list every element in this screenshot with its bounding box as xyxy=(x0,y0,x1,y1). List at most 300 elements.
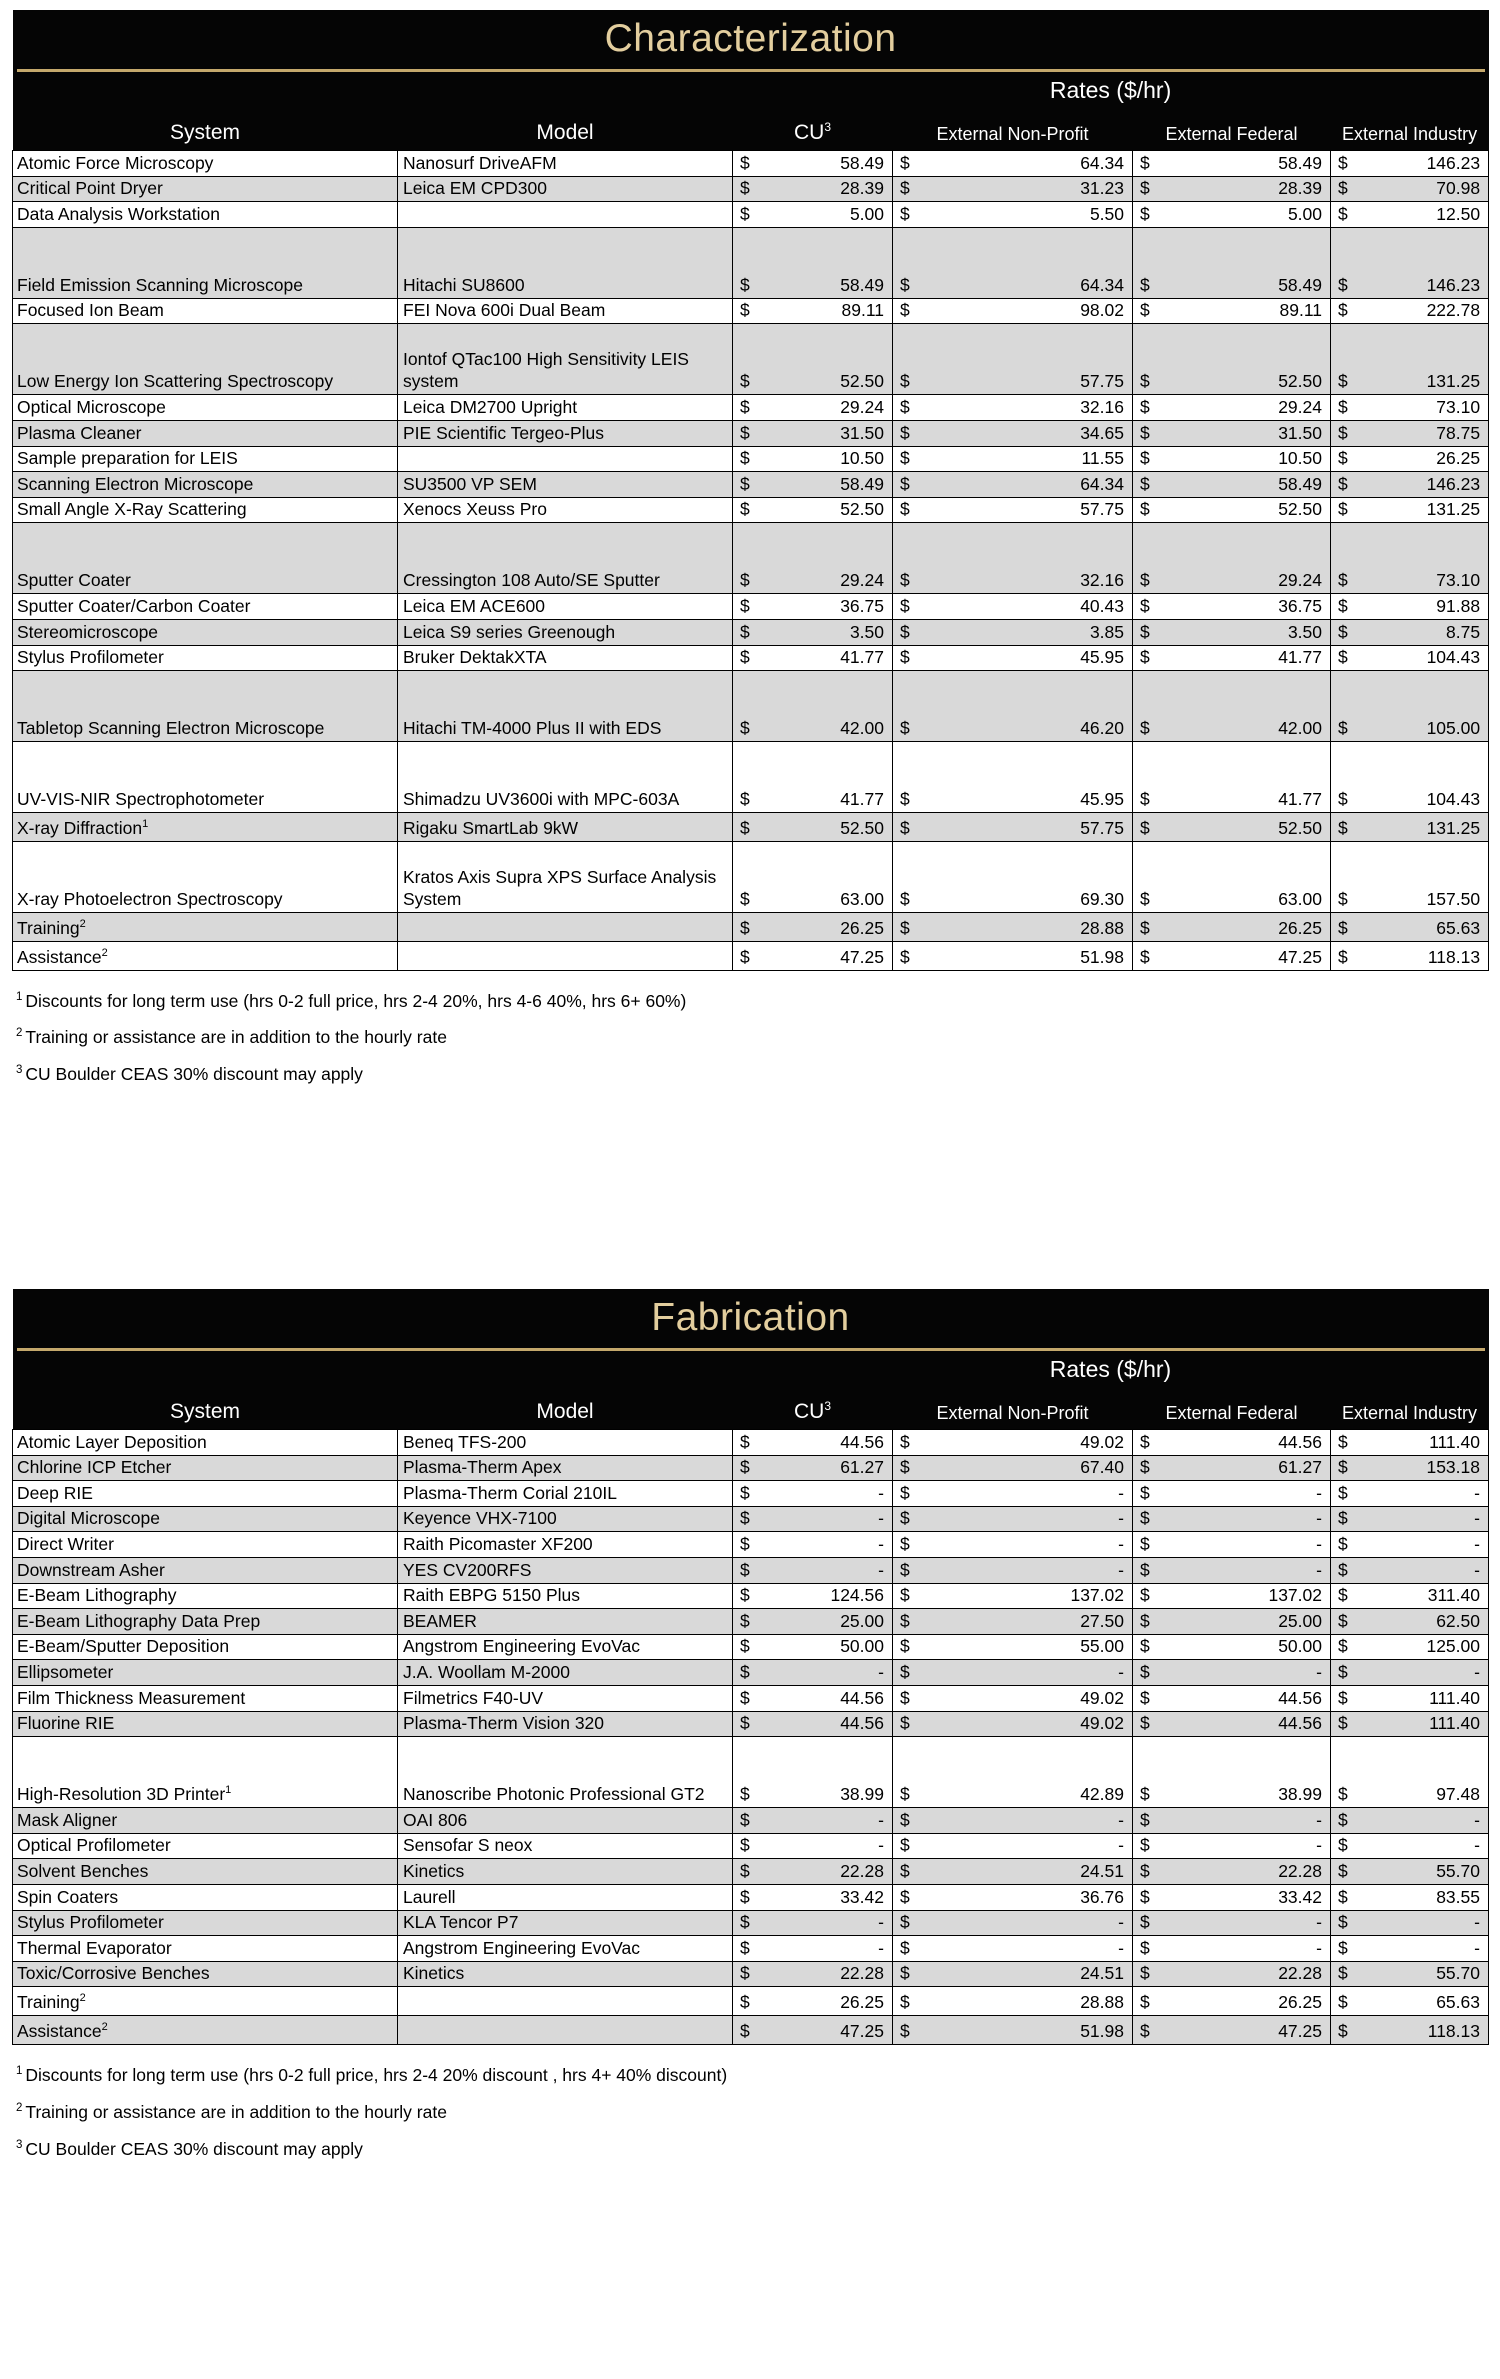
cell-external-federal: 38.99 xyxy=(1169,1737,1331,1808)
cell-external-federal: - xyxy=(1169,1481,1331,1507)
cell-external-federal: 89.11 xyxy=(1169,298,1331,324)
cell-cu: - xyxy=(769,1936,893,1962)
table-row xyxy=(13,2016,1489,2045)
cell-system: Stereomicroscope xyxy=(13,619,398,645)
cell-external-industry-currency: $ xyxy=(1331,1583,1367,1609)
cell-model xyxy=(398,2016,733,2045)
cell-external-industry-currency: $ xyxy=(1331,1961,1367,1987)
cell-external-non-profit-currency: $ xyxy=(893,1609,929,1635)
cell-model: Kinetics xyxy=(398,1859,733,1885)
table-row xyxy=(13,227,1489,298)
cell-external-industry: 65.63 xyxy=(1367,1987,1489,2016)
cell-external-industry: 83.55 xyxy=(1367,1884,1489,1910)
cell-cu: 47.25 xyxy=(769,2016,893,2045)
cell-external-non-profit: 64.34 xyxy=(929,227,1133,298)
cell-external-federal: 22.28 xyxy=(1169,1859,1331,1885)
cell-cu: 89.11 xyxy=(769,298,893,324)
cell-external-federal: 44.56 xyxy=(1169,1430,1331,1456)
table-row xyxy=(13,1430,1489,1456)
cell-model: Hitachi TM-4000 Plus II with EDS xyxy=(398,671,733,742)
cell-system: Ellipsometer xyxy=(13,1660,398,1686)
cell-system: Direct Writer xyxy=(13,1532,398,1558)
cell-external-federal-currency: $ xyxy=(1133,202,1169,228)
cell-external-federal: 41.77 xyxy=(1169,742,1331,813)
cell-external-federal-currency: $ xyxy=(1133,1532,1169,1558)
table-row xyxy=(13,1455,1489,1481)
cell-external-federal: 3.50 xyxy=(1169,619,1331,645)
table-row xyxy=(13,472,1489,498)
cell-external-industry: 97.48 xyxy=(1367,1737,1489,1808)
cell-cu-currency: $ xyxy=(733,1685,769,1711)
cell-external-non-profit-currency: $ xyxy=(893,395,929,421)
cell-cu: 22.28 xyxy=(769,1961,893,1987)
cell-external-industry: 157.50 xyxy=(1367,841,1489,912)
cell-cu-currency: $ xyxy=(733,1910,769,1936)
cell-cu-currency: $ xyxy=(733,472,769,498)
cell-external-industry: 104.43 xyxy=(1367,645,1489,671)
cell-model: Shimadzu UV3600i with MPC-603A xyxy=(398,742,733,813)
cell-external-industry: 111.40 xyxy=(1367,1711,1489,1737)
cell-system: Chlorine ICP Etcher xyxy=(13,1455,398,1481)
cell-cu-currency: $ xyxy=(733,176,769,202)
table-row xyxy=(13,645,1489,671)
cell-external-industry-currency: $ xyxy=(1331,1557,1367,1583)
cell-cu-currency: $ xyxy=(733,298,769,324)
cell-external-federal: 28.39 xyxy=(1169,176,1331,202)
cell-external-non-profit-currency: $ xyxy=(893,742,929,813)
cell-external-federal-currency: $ xyxy=(1133,619,1169,645)
cell-external-non-profit: 55.00 xyxy=(929,1634,1133,1660)
cell-external-federal: - xyxy=(1169,1506,1331,1532)
cell-cu-currency: $ xyxy=(733,912,769,941)
cell-model: PIE Scientific Tergeo-Plus xyxy=(398,420,733,446)
cell-model: Nanosurf DriveAFM xyxy=(398,151,733,177)
cell-cu: 10.50 xyxy=(769,446,893,472)
cell-external-industry: 8.75 xyxy=(1367,619,1489,645)
cell-external-non-profit: 31.23 xyxy=(929,176,1133,202)
cell-cu: - xyxy=(769,1808,893,1834)
cell-external-industry-currency: $ xyxy=(1331,1833,1367,1859)
cell-external-federal-currency: $ xyxy=(1133,1430,1169,1456)
table-row xyxy=(13,1660,1489,1686)
table-row xyxy=(13,594,1489,620)
cell-cu-currency: $ xyxy=(733,813,769,842)
cell-external-federal-currency: $ xyxy=(1133,1808,1169,1834)
cell-external-industry-currency: $ xyxy=(1331,446,1367,472)
cell-external-non-profit: 40.43 xyxy=(929,594,1133,620)
table-row xyxy=(13,202,1489,228)
cell-external-non-profit-currency: $ xyxy=(893,841,929,912)
cell-cu-currency: $ xyxy=(733,420,769,446)
cell-cu: 22.28 xyxy=(769,1859,893,1885)
cell-model: Sensofar S neox xyxy=(398,1833,733,1859)
cell-system: Focused Ion Beam xyxy=(13,298,398,324)
cell-system: E-Beam/Sputter Deposition xyxy=(13,1634,398,1660)
cell-cu-currency: $ xyxy=(733,619,769,645)
cell-external-industry-currency: $ xyxy=(1331,202,1367,228)
cell-model: Angstrom Engineering EvoVac xyxy=(398,1936,733,1962)
cell-external-non-profit-currency: $ xyxy=(893,1481,929,1507)
cell-cu: 124.56 xyxy=(769,1583,893,1609)
cell-external-federal-currency: $ xyxy=(1133,813,1169,842)
cell-cu: 29.24 xyxy=(769,395,893,421)
cell-external-non-profit-currency: $ xyxy=(893,2016,929,2045)
cell-external-non-profit-currency: $ xyxy=(893,1455,929,1481)
cell-cu-currency: $ xyxy=(733,2016,769,2045)
footnote-marker: 1 xyxy=(225,1784,232,1797)
cell-external-industry: 118.13 xyxy=(1367,941,1489,970)
footnote-marker: 2 xyxy=(101,946,108,959)
cell-external-industry: - xyxy=(1367,1808,1489,1834)
footnote-marker: 2 xyxy=(79,917,86,930)
cell-model xyxy=(398,941,733,970)
table-row xyxy=(13,742,1489,813)
cell-external-non-profit-currency: $ xyxy=(893,1711,929,1737)
cell-external-non-profit: - xyxy=(929,1557,1133,1583)
cell-system: Mask Aligner xyxy=(13,1808,398,1834)
cell-cu: 61.27 xyxy=(769,1455,893,1481)
cell-external-industry-currency: $ xyxy=(1331,912,1367,941)
cell-external-industry: - xyxy=(1367,1506,1489,1532)
cell-cu-currency: $ xyxy=(733,1833,769,1859)
cell-external-industry-currency: $ xyxy=(1331,176,1367,202)
cell-external-federal: 29.24 xyxy=(1169,523,1331,594)
cell-external-non-profit: 64.34 xyxy=(929,151,1133,177)
table-row xyxy=(13,619,1489,645)
table-row xyxy=(13,1833,1489,1859)
cell-external-non-profit-currency: $ xyxy=(893,1833,929,1859)
cell-external-non-profit-currency: $ xyxy=(893,497,929,523)
cell-external-federal: 44.56 xyxy=(1169,1685,1331,1711)
cell-external-federal: 33.42 xyxy=(1169,1884,1331,1910)
cell-external-non-profit: 24.51 xyxy=(929,1859,1133,1885)
cell-external-industry-currency: $ xyxy=(1331,395,1367,421)
cell-system: Stylus Profilometer xyxy=(13,1910,398,1936)
cell-cu-currency: $ xyxy=(733,1430,769,1456)
cell-cu: - xyxy=(769,1506,893,1532)
table-row xyxy=(13,1884,1489,1910)
cell-external-non-profit-currency: $ xyxy=(893,1430,929,1456)
cell-cu: 63.00 xyxy=(769,841,893,912)
cell-model: Beneq TFS-200 xyxy=(398,1430,733,1456)
cell-external-non-profit-currency: $ xyxy=(893,645,929,671)
cell-model: OAI 806 xyxy=(398,1808,733,1834)
cell-system: Optical Profilometer xyxy=(13,1833,398,1859)
cell-system: Sample preparation for LEIS xyxy=(13,446,398,472)
cell-external-industry: 78.75 xyxy=(1367,420,1489,446)
footnote: $^3$ CU Boulder CEAS 30% discount may apply xyxy=(16,2138,363,2159)
cell-cu-currency: $ xyxy=(733,1634,769,1660)
cell-model xyxy=(398,202,733,228)
cell-external-industry-currency: $ xyxy=(1331,1609,1367,1635)
section-title: Fabrication xyxy=(651,1296,850,1339)
cell-system: Atomic Force Microscopy xyxy=(13,151,398,177)
cell-external-federal-currency: $ xyxy=(1133,1859,1169,1885)
cell-external-non-profit: 137.02 xyxy=(929,1583,1133,1609)
table-row xyxy=(13,298,1489,324)
cell-model: Rigaku SmartLab 9kW xyxy=(398,813,733,842)
cell-cu: 41.77 xyxy=(769,645,893,671)
cell-external-industry-currency: $ xyxy=(1331,2016,1367,2045)
cell-external-industry-currency: $ xyxy=(1331,813,1367,842)
cell-external-non-profit: 34.65 xyxy=(929,420,1133,446)
cell-external-industry-currency: $ xyxy=(1331,941,1367,970)
table-row xyxy=(13,420,1489,446)
cell-cu: 52.50 xyxy=(769,497,893,523)
cell-external-non-profit: 98.02 xyxy=(929,298,1133,324)
cell-external-federal-currency: $ xyxy=(1133,594,1169,620)
cell-external-federal-currency: $ xyxy=(1133,1833,1169,1859)
footnotes-characterization xyxy=(12,985,1488,1087)
cell-cu-currency: $ xyxy=(733,645,769,671)
cell-external-non-profit-currency: $ xyxy=(893,1961,929,1987)
cell-system: Small Angle X-Ray Scattering xyxy=(13,497,398,523)
cell-external-non-profit: 11.55 xyxy=(929,446,1133,472)
cell-external-federal: - xyxy=(1169,1936,1331,1962)
cell-external-non-profit-currency: $ xyxy=(893,619,929,645)
cell-external-federal: - xyxy=(1169,1910,1331,1936)
cell-external-non-profit: - xyxy=(929,1532,1133,1558)
cell-system: Film Thickness Measurement xyxy=(13,1685,398,1711)
cell-model: Hitachi SU8600 xyxy=(398,227,733,298)
cell-external-non-profit: 51.98 xyxy=(929,2016,1133,2045)
cell-model: Cressington 108 Auto/SE Sputter xyxy=(398,523,733,594)
cell-cu: 36.75 xyxy=(769,594,893,620)
cell-external-federal: 10.50 xyxy=(1169,446,1331,472)
rates-spacer xyxy=(13,73,733,107)
footnote-marker: 1 xyxy=(142,818,149,831)
cell-external-non-profit-currency: $ xyxy=(893,1737,929,1808)
rates-table-characterization xyxy=(12,10,1489,971)
cell-external-federal-currency: $ xyxy=(1133,1609,1169,1635)
cell-external-federal-currency: $ xyxy=(1133,1987,1169,2016)
cell-external-industry: - xyxy=(1367,1936,1489,1962)
cell-cu-currency: $ xyxy=(733,1987,769,2016)
table-row xyxy=(13,1711,1489,1737)
cell-external-industry-currency: $ xyxy=(1331,671,1367,742)
cell-system: Plasma Cleaner xyxy=(13,420,398,446)
cell-external-non-profit-currency: $ xyxy=(893,1583,929,1609)
cell-cu: 26.25 xyxy=(769,912,893,941)
cell-system: Assistance$^2$ xyxy=(13,941,398,970)
cell-external-federal-currency: $ xyxy=(1133,1685,1169,1711)
cell-external-industry-currency: $ xyxy=(1331,151,1367,177)
cell-system: Tabletop Scanning Electron Microscope xyxy=(13,671,398,742)
cell-external-federal-currency: $ xyxy=(1133,176,1169,202)
table-row xyxy=(13,1910,1489,1936)
cell-cu: - xyxy=(769,1910,893,1936)
cell-external-federal-currency: $ xyxy=(1133,298,1169,324)
cell-external-federal-currency: $ xyxy=(1133,1583,1169,1609)
cell-cu-currency: $ xyxy=(733,841,769,912)
footnote: $^2$ Training or assistance are in addition to the hourly rate xyxy=(16,1027,447,1048)
cell-cu: 26.25 xyxy=(769,1987,893,2016)
footnote-number: 2 xyxy=(16,1027,23,1040)
cell-cu: 58.49 xyxy=(769,472,893,498)
cell-external-federal-currency: $ xyxy=(1133,1660,1169,1686)
cell-external-industry-currency: $ xyxy=(1331,324,1367,395)
cell-system: Spin Coaters xyxy=(13,1884,398,1910)
cell-model: Leica S9 series Greenough xyxy=(398,619,733,645)
cell-external-industry: 73.10 xyxy=(1367,395,1489,421)
cell-external-industry: 146.23 xyxy=(1367,472,1489,498)
cell-cu-currency: $ xyxy=(733,1961,769,1987)
cell-external-federal: 50.00 xyxy=(1169,1634,1331,1660)
cell-external-federal-currency: $ xyxy=(1133,1455,1169,1481)
rates-table-fabrication xyxy=(12,1289,1489,2045)
column-header-external-industry: External Industry xyxy=(1331,107,1489,151)
cell-external-non-profit: 28.88 xyxy=(929,912,1133,941)
section-fabrication xyxy=(12,1289,1488,2169)
cell-system: Low Energy Ion Scattering Spectroscopy xyxy=(13,324,398,395)
cell-external-industry: 311.40 xyxy=(1367,1583,1489,1609)
cell-system: Assistance$^2$ xyxy=(13,2016,398,2045)
footnote-marker: 2 xyxy=(79,1992,86,2005)
cell-external-non-profit-currency: $ xyxy=(893,1859,929,1885)
cell-external-federal: 47.25 xyxy=(1169,2016,1331,2045)
cell-model: Leica EM CPD300 xyxy=(398,176,733,202)
cell-external-industry-currency: $ xyxy=(1331,298,1367,324)
cell-cu-currency: $ xyxy=(733,1884,769,1910)
section-banner xyxy=(13,10,1489,68)
cell-external-federal-currency: $ xyxy=(1133,446,1169,472)
cell-external-non-profit-currency: $ xyxy=(893,813,929,842)
cell-external-non-profit: - xyxy=(929,1660,1133,1686)
cell-external-industry: - xyxy=(1367,1910,1489,1936)
cell-external-industry: 153.18 xyxy=(1367,1455,1489,1481)
cell-cu-currency: $ xyxy=(733,523,769,594)
cell-external-non-profit-currency: $ xyxy=(893,1808,929,1834)
cell-cu: 58.49 xyxy=(769,151,893,177)
table-row xyxy=(13,1859,1489,1885)
cell-external-industry: 146.23 xyxy=(1367,151,1489,177)
cell-external-federal: - xyxy=(1169,1532,1331,1558)
cell-external-industry-currency: $ xyxy=(1331,1506,1367,1532)
cell-external-federal-currency: $ xyxy=(1133,227,1169,298)
cell-external-industry-currency: $ xyxy=(1331,472,1367,498)
cell-system: Digital Microscope xyxy=(13,1506,398,1532)
cell-cu-currency: $ xyxy=(733,202,769,228)
cell-external-federal: 58.49 xyxy=(1169,151,1331,177)
cell-external-non-profit: - xyxy=(929,1910,1133,1936)
cell-model xyxy=(398,446,733,472)
cell-cu: - xyxy=(769,1557,893,1583)
cell-external-industry: 55.70 xyxy=(1367,1961,1489,1987)
cell-external-industry-currency: $ xyxy=(1331,1685,1367,1711)
cell-cu-currency: $ xyxy=(733,1481,769,1507)
cell-system: X-ray Diffraction$^1$ xyxy=(13,813,398,842)
column-header-model: Model xyxy=(398,107,733,151)
cu-footnote-marker: 3 xyxy=(824,1399,832,1413)
cell-external-non-profit: - xyxy=(929,1833,1133,1859)
cell-model: Leica DM2700 Upright xyxy=(398,395,733,421)
cell-external-industry: 62.50 xyxy=(1367,1609,1489,1635)
cell-cu-currency: $ xyxy=(733,395,769,421)
cell-external-federal: 58.49 xyxy=(1169,227,1331,298)
cell-system: Deep RIE xyxy=(13,1481,398,1507)
cell-external-industry-currency: $ xyxy=(1331,227,1367,298)
cell-cu: 31.50 xyxy=(769,420,893,446)
cell-external-federal: - xyxy=(1169,1833,1331,1859)
cell-external-non-profit: - xyxy=(929,1808,1133,1834)
cell-external-non-profit-currency: $ xyxy=(893,594,929,620)
column-header-row xyxy=(13,107,1489,151)
table-row xyxy=(13,1987,1489,2016)
cell-external-non-profit-currency: $ xyxy=(893,1532,929,1558)
cell-cu-currency: $ xyxy=(733,1583,769,1609)
footnote: $^1$ Discounts for long term use (hrs 0-2 full price, hrs 2-4 20%, hrs 4-6 40%, hrs 6+ 60%) xyxy=(16,990,687,1011)
cell-external-federal-currency: $ xyxy=(1133,1711,1169,1737)
table-row xyxy=(13,1481,1489,1507)
cell-external-federal-currency: $ xyxy=(1133,523,1169,594)
table-row xyxy=(13,523,1489,594)
section-title: Characterization xyxy=(604,17,897,60)
cell-external-industry-currency: $ xyxy=(1331,1455,1367,1481)
cell-system: Sputter Coater/Carbon Coater xyxy=(13,594,398,620)
cell-external-federal: - xyxy=(1169,1660,1331,1686)
cell-external-non-profit-currency: $ xyxy=(893,523,929,594)
column-header-system: System xyxy=(13,1386,398,1430)
cell-external-federal-currency: $ xyxy=(1133,1737,1169,1808)
table-row xyxy=(13,813,1489,842)
cell-system: Toxic/Corrosive Benches xyxy=(13,1961,398,1987)
cell-external-non-profit-currency: $ xyxy=(893,1634,929,1660)
cell-system: Critical Point Dryer xyxy=(13,176,398,202)
cell-cu-currency: $ xyxy=(733,1859,769,1885)
table-row xyxy=(13,395,1489,421)
cell-external-industry: 111.40 xyxy=(1367,1430,1489,1456)
cell-external-non-profit: 36.76 xyxy=(929,1884,1133,1910)
cell-external-federal-currency: $ xyxy=(1133,742,1169,813)
cell-external-federal: 36.75 xyxy=(1169,594,1331,620)
cell-cu: 42.00 xyxy=(769,671,893,742)
cell-external-federal-currency: $ xyxy=(1133,1481,1169,1507)
cell-cu-currency: $ xyxy=(733,941,769,970)
cell-external-industry: 12.50 xyxy=(1367,202,1489,228)
cell-external-federal-currency: $ xyxy=(1133,645,1169,671)
cell-external-non-profit: 45.95 xyxy=(929,645,1133,671)
column-header-row xyxy=(13,1386,1489,1430)
section-characterization xyxy=(12,10,1488,1095)
table-row xyxy=(13,176,1489,202)
cell-external-industry: - xyxy=(1367,1660,1489,1686)
cell-external-federal-currency: $ xyxy=(1133,324,1169,395)
cell-cu-currency: $ xyxy=(733,1660,769,1686)
column-header-model: Model xyxy=(398,1386,733,1430)
cell-external-industry-currency: $ xyxy=(1331,1481,1367,1507)
cell-cu: 25.00 xyxy=(769,1609,893,1635)
cell-external-federal: 63.00 xyxy=(1169,841,1331,912)
cell-model: Raith Picomaster XF200 xyxy=(398,1532,733,1558)
cell-external-industry-currency: $ xyxy=(1331,420,1367,446)
cell-external-federal: 41.77 xyxy=(1169,645,1331,671)
cell-cu-currency: $ xyxy=(733,446,769,472)
cell-external-federal-currency: $ xyxy=(1133,1910,1169,1936)
cell-cu: 52.50 xyxy=(769,813,893,842)
cell-cu: 44.56 xyxy=(769,1711,893,1737)
table-row xyxy=(13,1557,1489,1583)
cell-external-federal-currency: $ xyxy=(1133,2016,1169,2045)
cell-external-non-profit: 42.89 xyxy=(929,1737,1133,1808)
banner-row xyxy=(13,10,1489,68)
cell-external-industry: 222.78 xyxy=(1367,298,1489,324)
cell-cu-currency: $ xyxy=(733,671,769,742)
rates-header-row xyxy=(13,1352,1489,1386)
cell-external-industry: 125.00 xyxy=(1367,1634,1489,1660)
cell-external-industry-currency: $ xyxy=(1331,497,1367,523)
cell-cu: 44.56 xyxy=(769,1685,893,1711)
column-header-external-non-profit: External Non-Profit xyxy=(893,1386,1133,1430)
